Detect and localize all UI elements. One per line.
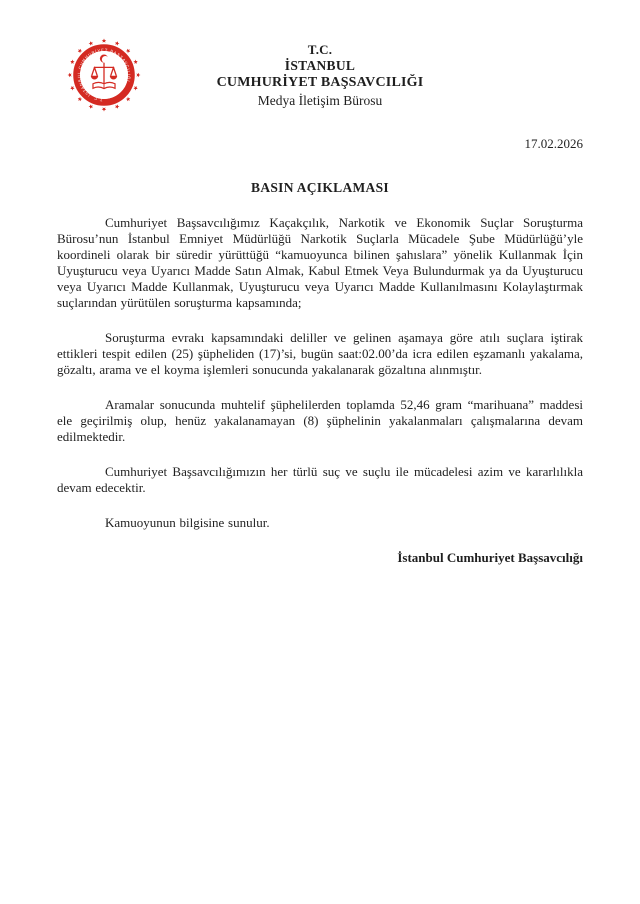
paragraph-3: Aramalar sonucunda muhtelif şüphelilerden toplamda 52,46 gram “marihuana” maddesi ele geçirilmiş olup, henüz yakalanamayan (8) şüphelinin yakalanmaları çalışmalarına devam edilmektedir. (57, 397, 583, 444)
paragraph-4: Cumhuriyet Başsavcılığımızın her türlü suç ve suçlu ile mücadelesi azim ve kararlılıkla devam edecektir. (57, 464, 583, 495)
signature-line: İstanbul Cumhuriyet Başsavcılığı (397, 550, 583, 565)
paragraph-5: Kamuoyunun bilgisine sunulur. (105, 515, 270, 530)
document-body (57, 215, 583, 566)
letterhead (0, 42, 640, 109)
paragraph-2: Soruşturma evrakı kapsamındaki deliller ve gelinen aşamaya göre atılı suçlara iştirak ettikleri tespit edilen (25) şüpheliden (17)’si, bugün saat:02.00’da icra edilen eşzamanlı yakalama, gözaltı, arama ve el koyma işlemleri sonucunda yakalanarak gözaltına alınmıştır. (57, 330, 583, 377)
emblem-ring-text: T.C. İSTANBUL CUMHURİYET BAŞSAVCILIĞI (76, 47, 132, 103)
letterhead-tc: T.C. (307, 42, 333, 57)
letterhead-bureau: Medya İletişim Bürosu (257, 93, 383, 108)
paragraph-1: Cumhuriyet Başsavcılığımız Kaçakçılık, Narkotik ve Ekonomik Suçlar Soruşturma Bürosu’nun İstanbul Emniyet Müdürlüğü Narkotik Suçlarla Mücadele Şube Müdürlüğü’yle koordineli olarak bir süredir yürüttüğü “kamuoyunca bilinen şahıslara” yönelik Kullanmak İçin Uyuşturucu veya Uyarıcı Madde Satın Almak, Kabul Etmek Veya Bulundurmak ya da Uyuşturucu veya Uyarıcı Madde Kullanmak, Uyuşturucu veya Uyarıcı Madde Kullanılmasını Kolaylaştırmak suçlarından yürütülen soruşturma kapsamında; (57, 215, 583, 310)
letterhead-city: İSTANBUL (284, 58, 356, 73)
letterhead-office: CUMHURİYET BAŞSAVCILIĞI (216, 75, 424, 90)
document-title: BASIN AÇIKLAMASI (251, 180, 389, 195)
document-date: 17.02.2026 (524, 136, 583, 151)
